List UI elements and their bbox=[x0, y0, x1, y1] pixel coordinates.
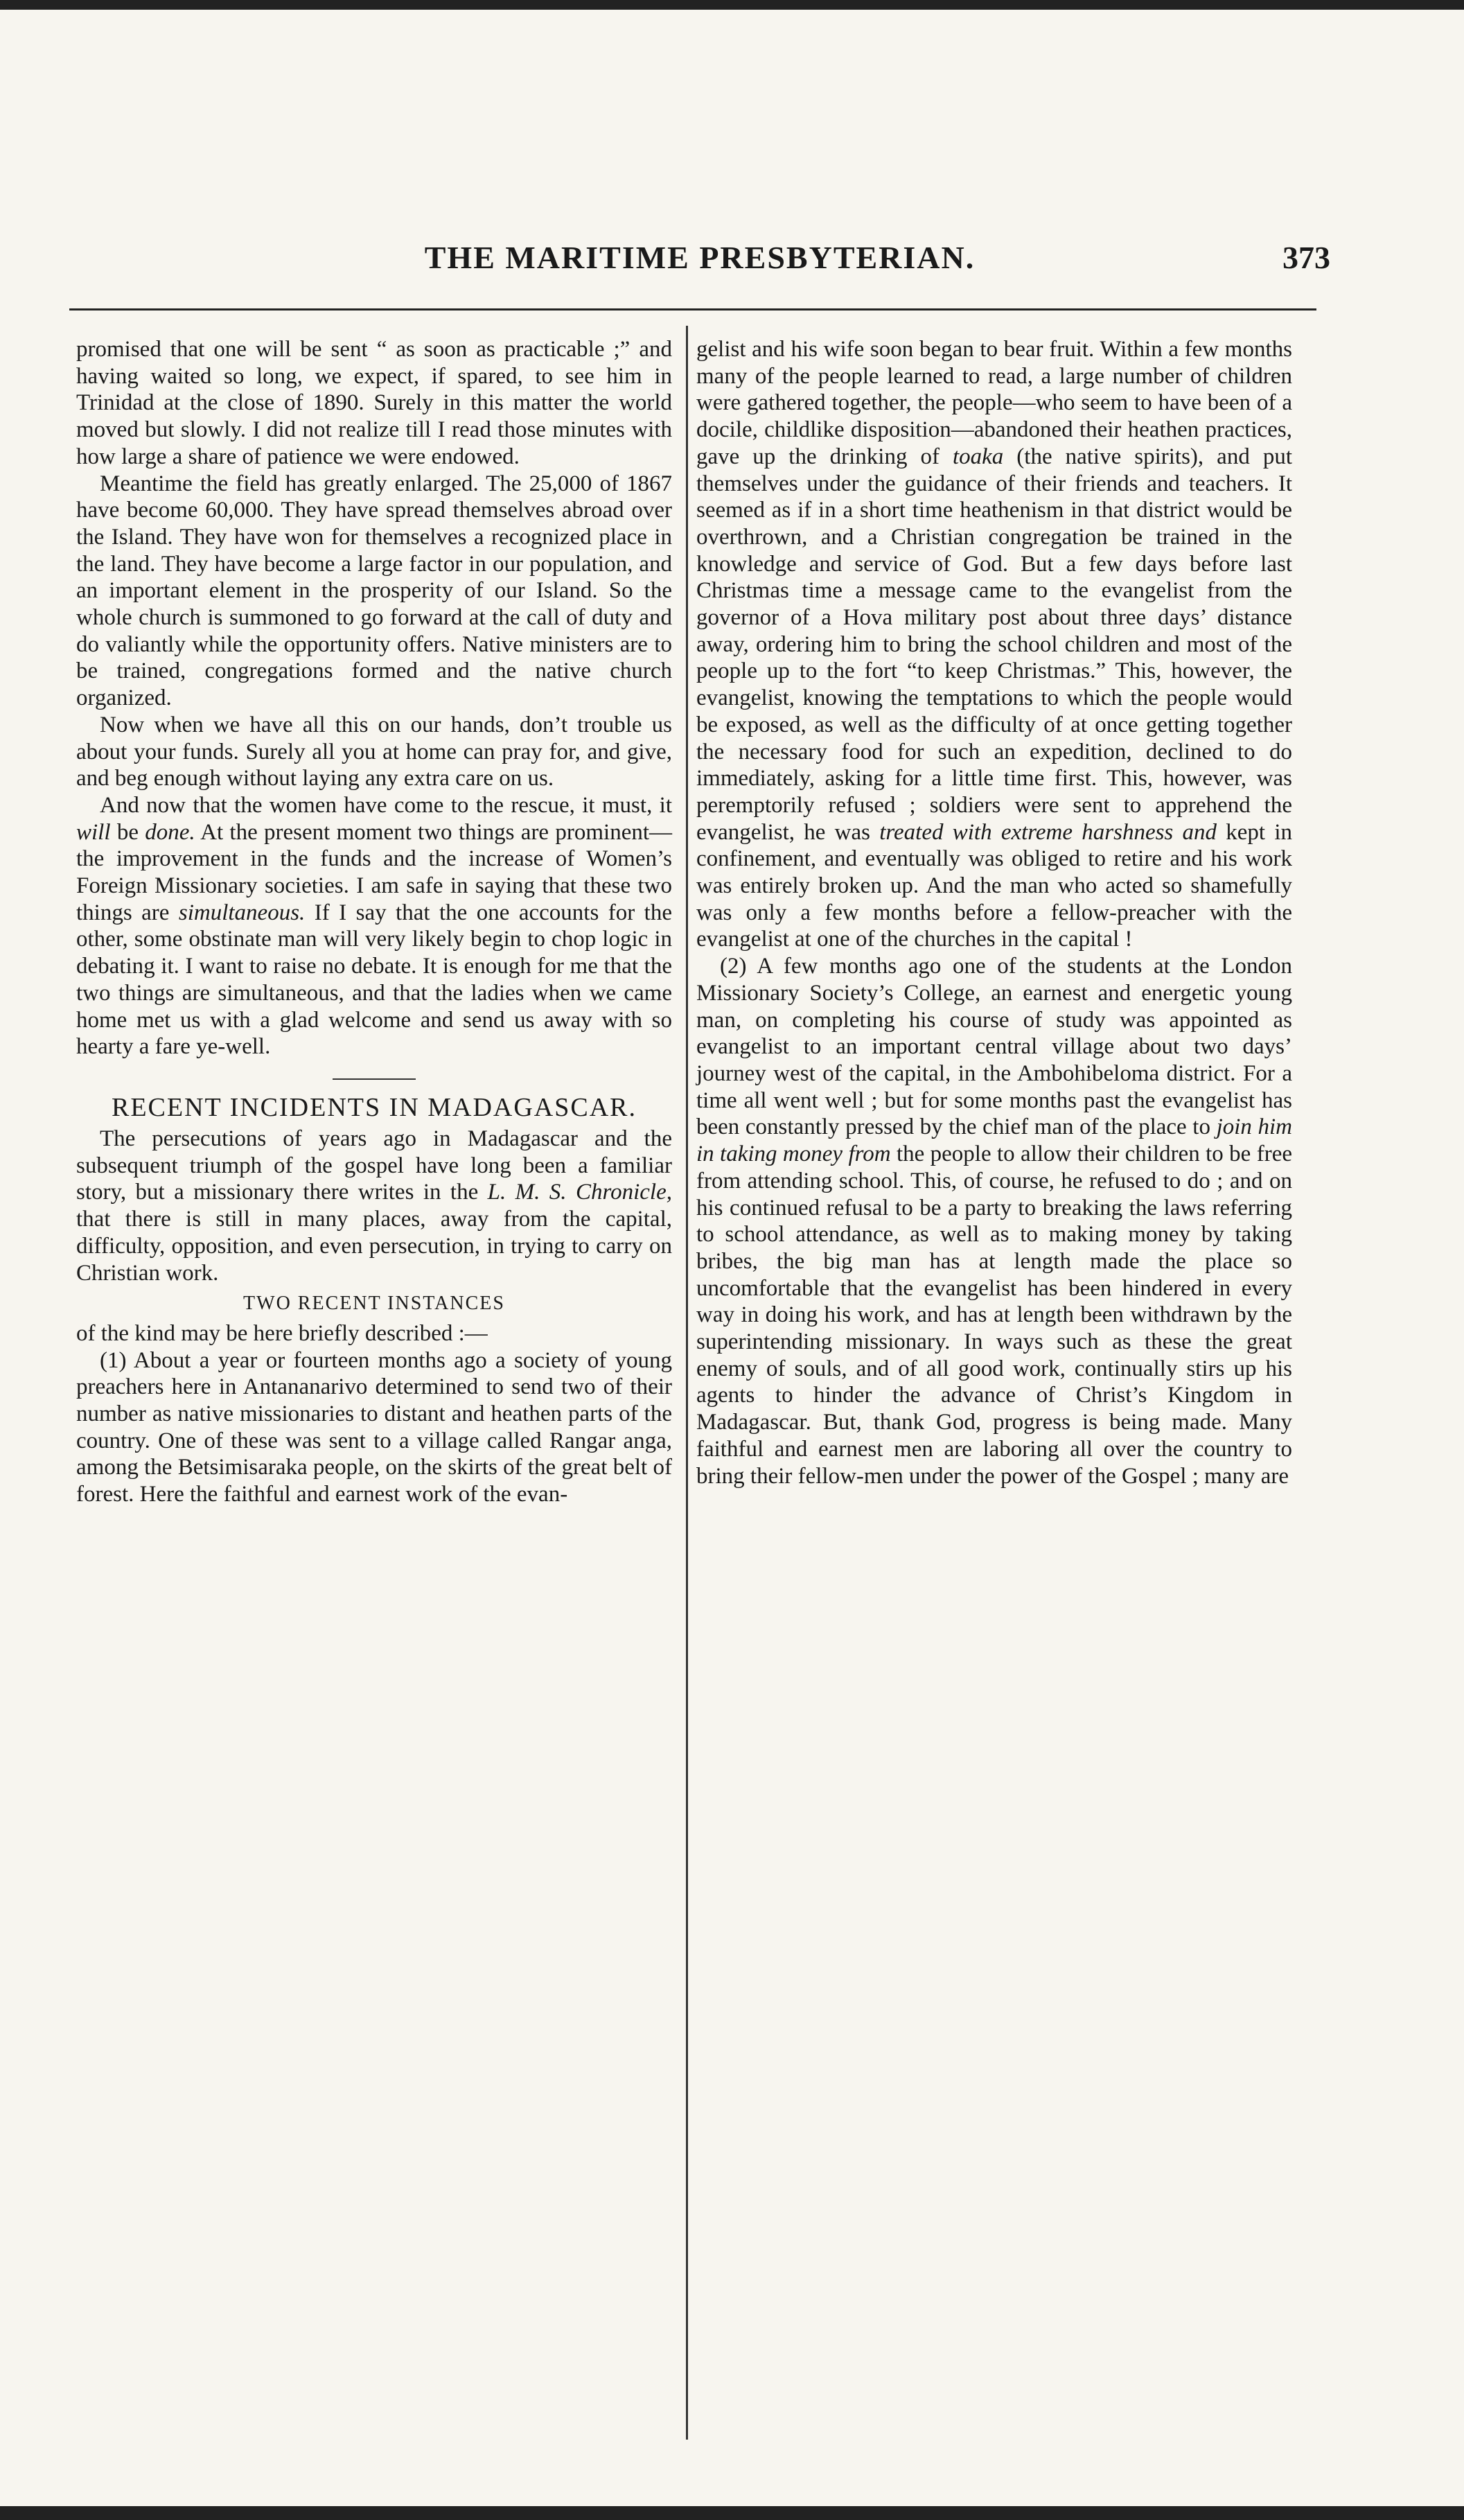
journal-title: THE MARITIME PRESBYTERIAN. bbox=[424, 240, 976, 275]
page-bottom-edge bbox=[0, 2506, 1464, 2520]
text-run: the people to allow their children to be free from attending school. This, of course, he refused to do ; and on his continued refusal to be a party to breaking the laws referring to school attendance, as well as to making money by taking bribes, the big man has at length made the place so uncomfortable that the evangelist has been hindered in every way in doing his work, and has at length been withdrawn by the superintending missionary. In ways such as these the great enemy of souls, and of all good work, continually stirs up his agents to hinder the advance of Christ’s Kingdom in Madagascar. But, thank God, progress is being made. Many faithful and earnest men are laboring all over the country to bring their fellow-men under the power of the Gospel ; many are bbox=[696, 1141, 1292, 1489]
italic-text: will bbox=[76, 819, 111, 845]
text-run: be bbox=[110, 819, 145, 845]
italic-text: treated with extreme harshness and bbox=[879, 819, 1217, 845]
italic-text: done. bbox=[145, 819, 195, 845]
header-rule bbox=[69, 308, 1316, 310]
italic-text: simultaneous. bbox=[178, 900, 306, 925]
paragraph: Now when we have all this on our hands, don’t trouble us about your funds. Surely all you at home can pray for, and give, and beg enough without laying any extra care on us. bbox=[76, 712, 672, 791]
page-top-edge bbox=[0, 0, 1464, 10]
subheading: TWO RECENT INSTANCES bbox=[243, 1293, 505, 1315]
paragraph: Meantime the field has greatly enlarged. The 25,000 of 1867 have become 60,000. They have spread themselves abroad over the Island. They have won for themselves a recognized place in the land. They have become a large factor in our population, and an important element in the prosperity of our Island. So the whole church is summoned to go forward at the call of duty and do valiantly while the opportunity offers. Native ministers are to be trained, congregations formed and the native church organized. bbox=[76, 471, 672, 711]
paragraph bbox=[76, 792, 672, 1060]
text-run: The persecutions of years ago in Madagascar and the subsequent triumph of the gospel have long been a familiar story, but a missionary there writes in the bbox=[76, 1126, 672, 1205]
text-run: (2) A few months ago one of the students at the London Missionary Society’s College, an earnest and energetic young man, on completing his course of study was appointed as evangelist to an important central village about two days’ journey west of the capital, in the Ambohibeloma district. For a time all went well ; but for some months past the evangelist has been constantly pressed by the chief man of the place to bbox=[696, 954, 1292, 1140]
italic-text: L. M. S. Chronicle, bbox=[487, 1180, 672, 1205]
paragraph: (1) About a year or fourteen months ago a society of young preachers here in Antananarivo determined to send two of their number as native missionaries to distant and heathen parts of the country. One of these was sent to a village called Rangar anga, among the Betsimisaraka people, on the skirts of the great belt of forest. Here the faithful and earnest work of the evan- bbox=[76, 1347, 672, 1507]
text-run: (the native spirits), and put themselves under the guidance of their friends and teachers. It seemed as if in a short time heathenism in that district would be overthrown, and a Christian congregation be trained in the knowledge and service of God. But a few days before last Christmas time a message came to the evangelist from the governor of a Hova military post about three days’ distance away, ordering him to bring the school children and most of the people up to the fort “to keep Christmas.” This, however, the evangelist, knowing the temptations to which the people would be exposed, as well as the difficulty of at once getting together the necessary food for such an expedition, declined to do immediately, asking for a little time first. This, however, was peremptorily refused ; soldiers were sent to apprehend the evangelist, he was bbox=[696, 444, 1292, 845]
text-run: At the present moment two things are prominent—the improvement in the funds and the increase of Women’s Foreign Missionary societies. I am safe in saying that these two things are bbox=[76, 819, 673, 925]
text-run: If I say that the one accounts for the other, some obstinate man will very likely begin to chop logic in debating it. I want to raise no debate. It is enough for me that the two things are simultaneous, and that the ladies when we came home met us with a glad welcome and send us away with so hearty a fare ye-well. bbox=[76, 900, 672, 1060]
text-run: kept in confinement, and eventually was obliged to retire and his work was entirely broken up. And the man who acted so shamefully was only a few months before a fellow-preacher with the evangelist at one of the churches in the capital ! bbox=[696, 819, 1292, 952]
text-run: And now that the women have come to the rescue, it must, it bbox=[100, 792, 672, 818]
right-column bbox=[696, 336, 1292, 1489]
left-column bbox=[76, 336, 672, 1508]
paragraph bbox=[76, 1126, 672, 1286]
section-divider bbox=[333, 1078, 416, 1080]
paragraph: promised that one will be sent “ as soon as practicable ;” and having waited so long, we expect, if spared, to see him in Trinidad at the close of 1890. Surely in this matter the world moved but slowly. I did not realize till I read those minutes with how large a share of patience we were endowed. bbox=[76, 337, 672, 469]
page-number: 373 bbox=[1282, 240, 1330, 275]
italic-text: toaka bbox=[952, 444, 1004, 469]
paragraph bbox=[696, 336, 1292, 953]
text-run: gelist and his wife soon began to bear fruit. Within a few months many of the people learned to read, a large number of children were gathered together, the people—who seem to have been of a docile, childlike disposition—abandoned their heathen practices, gave up the drinking of bbox=[696, 337, 1292, 469]
italic-text: join him in taking money from bbox=[696, 1114, 1292, 1167]
article-title: RECENT INCIDENTS IN MADAGASCAR. bbox=[112, 1092, 637, 1122]
text-run: that there is still in many places, away from the capital, difficulty, opposition, and even persecution, in trying to carry on Christian work. bbox=[76, 1207, 672, 1286]
page-header bbox=[69, 239, 1330, 288]
column-divider bbox=[686, 326, 688, 2440]
paragraph: of the kind may be here briefly described :— bbox=[76, 1320, 488, 1346]
paragraph bbox=[696, 953, 1292, 1489]
